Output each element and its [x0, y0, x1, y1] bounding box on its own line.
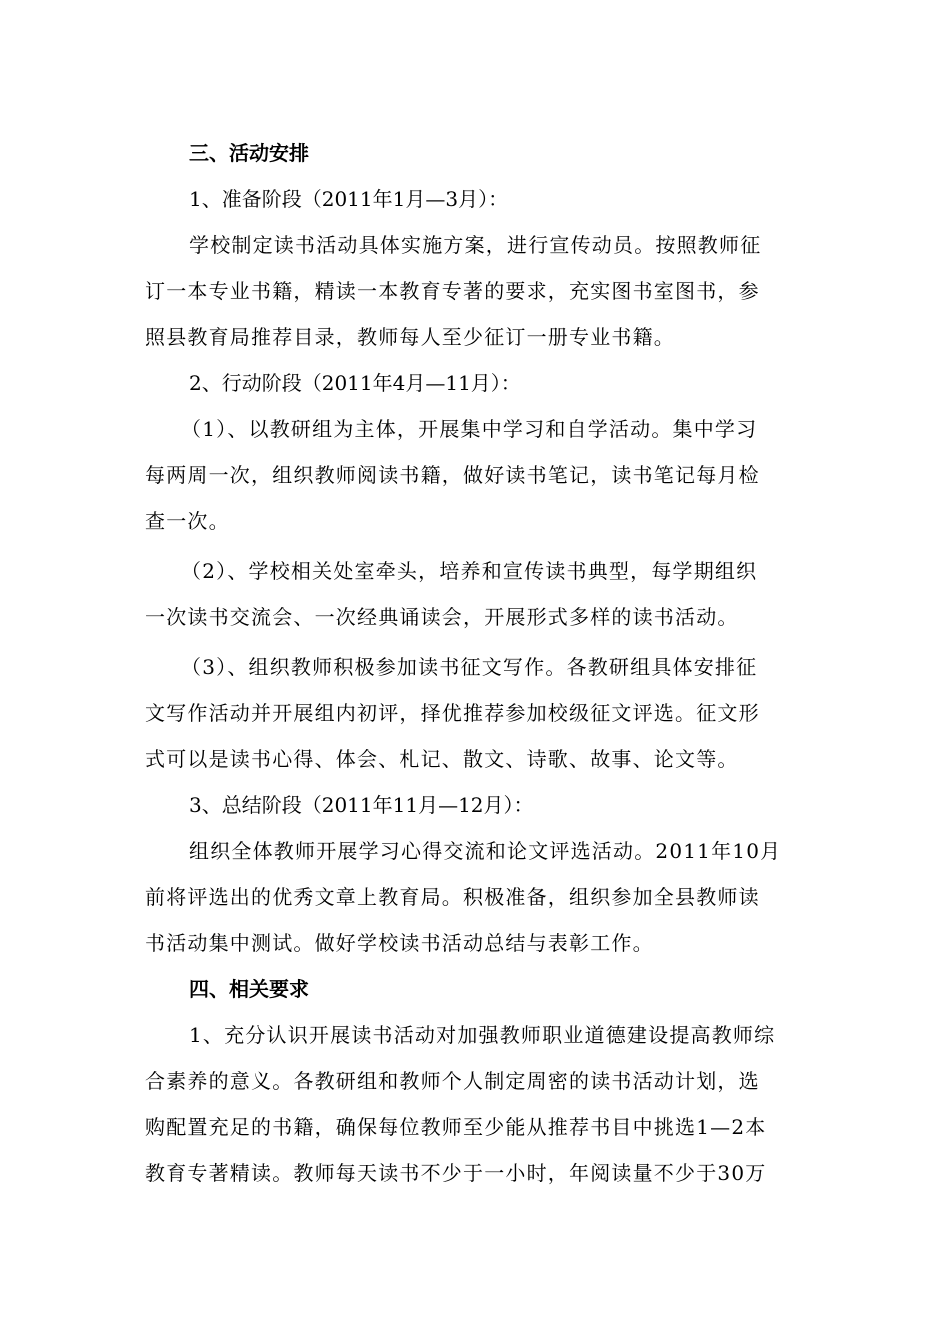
- stage-1-paragraph: [145, 222, 805, 360]
- stage-2-item-3: [145, 644, 805, 782]
- text-line: 教育专著精读。教师每天读书不少于一小时，年阅读量不少于30万: [145, 1161, 767, 1185]
- text-line: 查一次。: [145, 509, 230, 533]
- text-line: 1、充分认识开展读书活动对加强教师职业道德建设提高教师综: [189, 1023, 776, 1047]
- text-line: 学校制定读书活动具体实施方案，进行宣传动员。按照教师征: [189, 233, 762, 257]
- section-4-heading: 四、相关要求: [189, 977, 309, 1001]
- stage-3-paragraph: [145, 828, 805, 966]
- text-line: （3）、组织教师积极参加读书征文写作。各教研组具体安排征: [181, 655, 758, 679]
- stage-3-heading: 3、总结阶段（2011年11月—12月）：: [189, 793, 534, 817]
- text-line: 订一本专业书籍，精读一本教育专著的要求，充实图书室图书，参: [145, 279, 760, 303]
- stage-2-item-1: [145, 406, 805, 544]
- text-line: （1）、以教研组为主体，开展集中学习和自学活动。集中学习: [181, 417, 758, 441]
- text-line: 前将评选出的优秀文章上教育局。积极准备，组织参加全县教师读: [145, 885, 760, 909]
- section-3-heading: 三、活动安排: [189, 141, 309, 165]
- text-line: 每两周一次，组织教师阅读书籍，做好读书笔记，读书笔记每月检: [145, 463, 760, 487]
- text-line: 式可以是读书心得、体会、札记、散文、诗歌、故事、论文等。: [145, 747, 739, 771]
- text-line: 组织全体教师开展学习心得交流和论文评选活动。2011年10月: [189, 839, 782, 863]
- stage-2-item-2: [145, 548, 805, 640]
- text-line: （2）、学校相关处室牵头，培养和宣传读书典型，每学期组织: [181, 559, 758, 583]
- stage-1-heading: 1、准备阶段（2011年1月—3月）：: [189, 187, 509, 211]
- text-line: 合素养的意义。各教研组和教师个人制定周密的读书活动计划，选: [145, 1069, 760, 1093]
- section-4-item-1: [145, 1012, 805, 1196]
- text-line: 一次读书交流会、一次经典诵读会，开展形式多样的读书活动。: [145, 605, 739, 629]
- text-line: 文写作活动并开展组内初评，择优推荐参加校级征文评选。征文形: [145, 701, 760, 725]
- stage-2-heading: 2、行动阶段（2011年4月—11月）：: [189, 371, 521, 395]
- document-body: [145, 130, 805, 1196]
- text-line: 书活动集中测试。做好学校读书活动总结与表彰工作。: [145, 931, 654, 955]
- text-line: 购配置充足的书籍，确保每位教师至少能从推荐书目中挑选1—2本: [145, 1115, 767, 1139]
- text-line: 照县教育局推荐目录，教师每人至少征订一册专业书籍。: [145, 325, 675, 349]
